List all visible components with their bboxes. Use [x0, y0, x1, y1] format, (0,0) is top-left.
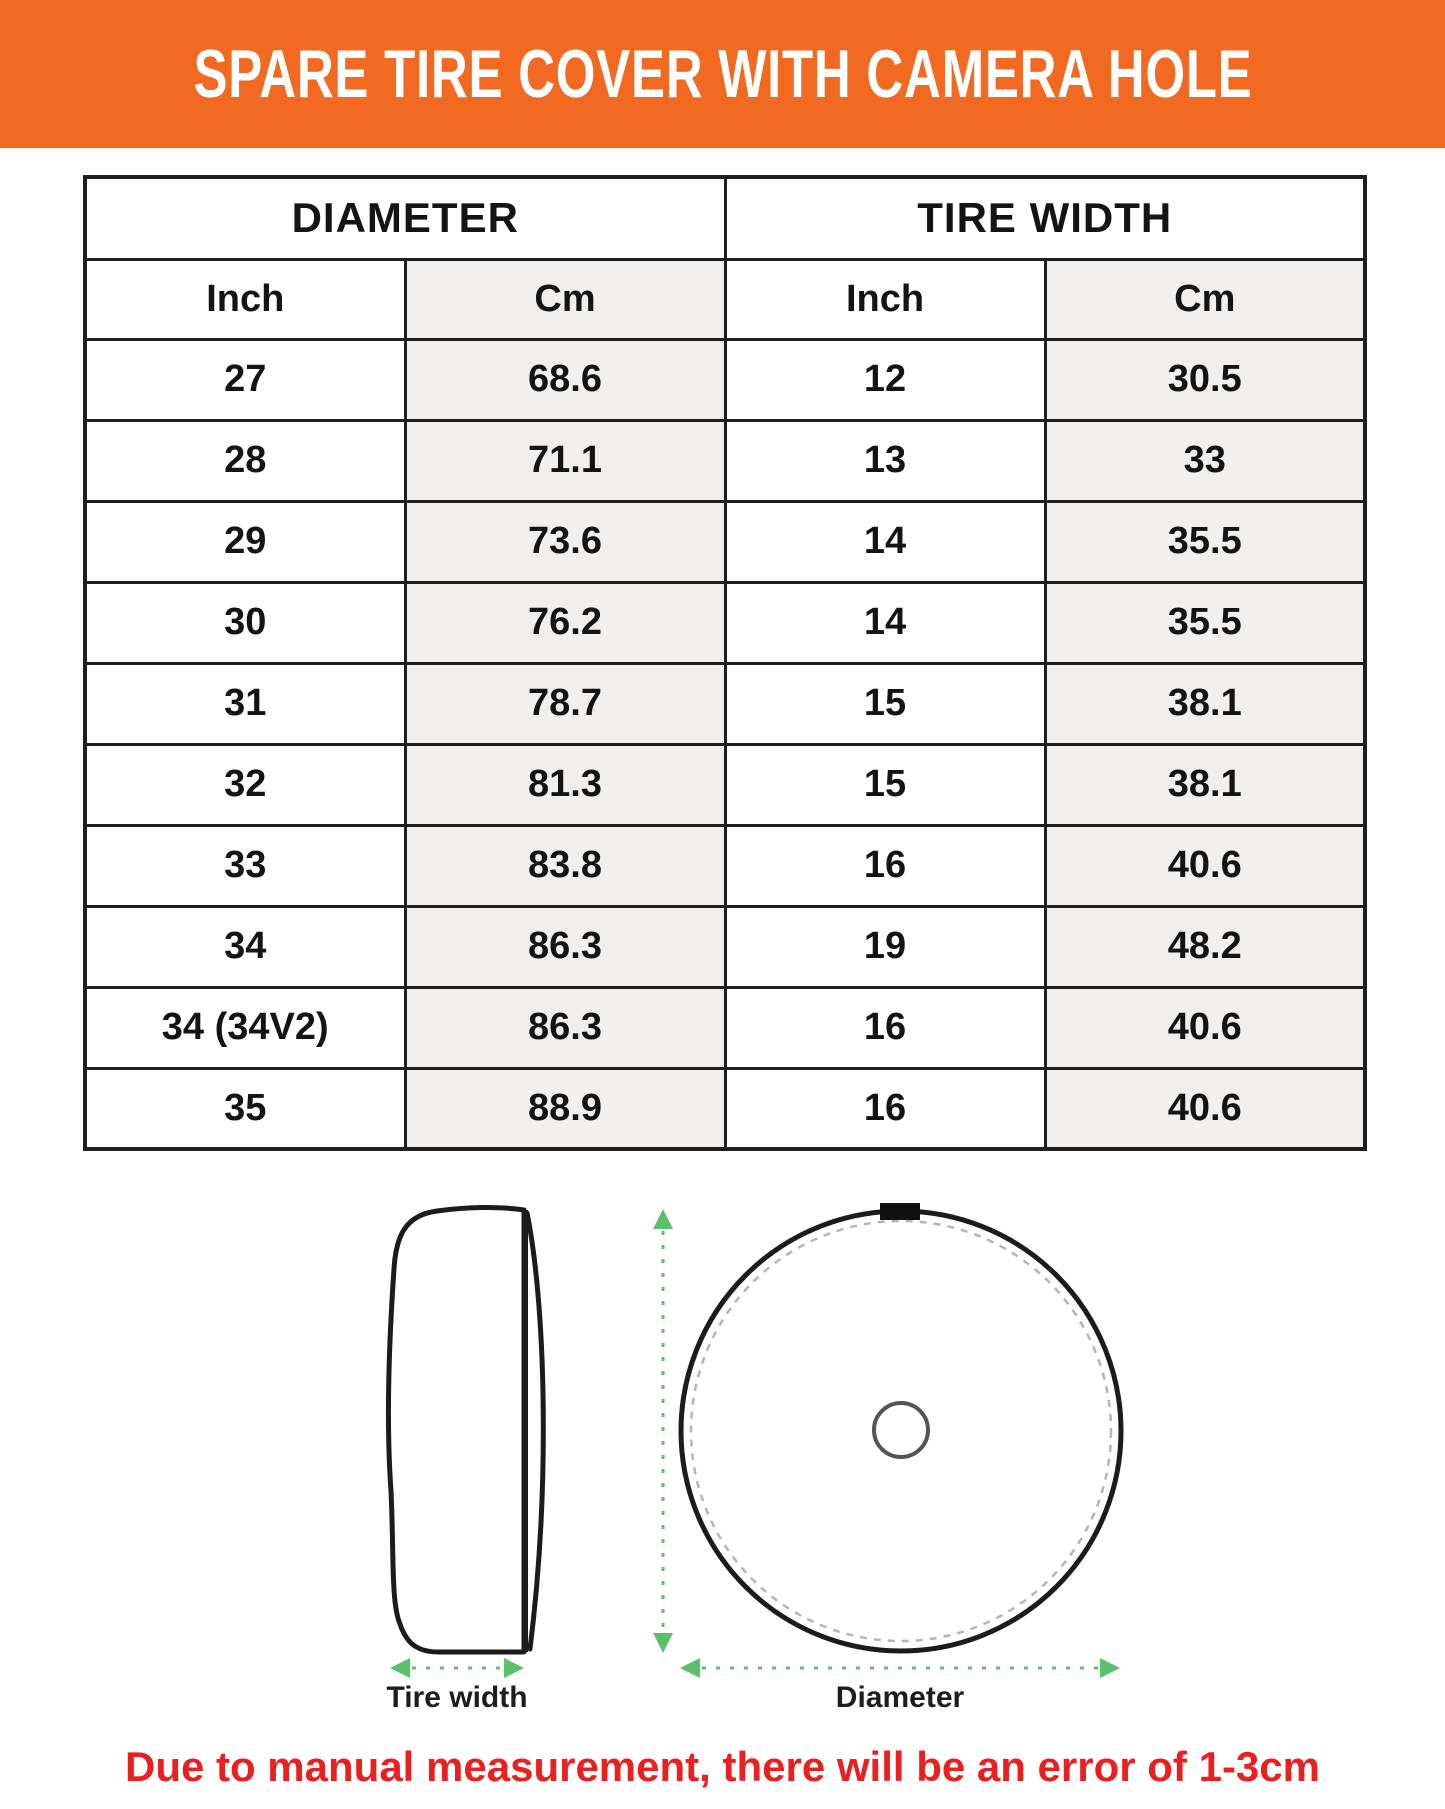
- table-cell: 78.7: [405, 663, 725, 744]
- table-cell: 15: [725, 663, 1045, 744]
- table-cell: 76.2: [405, 582, 725, 663]
- table-cell: 15: [725, 744, 1045, 825]
- table-row: [85, 987, 1365, 1068]
- subheader-width-cm: Cm: [1045, 259, 1365, 339]
- table-cell: 14: [725, 582, 1045, 663]
- table-cell: 88.9: [405, 1068, 725, 1149]
- table-cell: 14: [725, 501, 1045, 582]
- table-cell: 16: [725, 987, 1045, 1068]
- table-cell: 35.5: [1045, 501, 1365, 582]
- diameter-horizontal-arrow: [680, 1658, 1120, 1678]
- tire-width-label: Tire width: [386, 1681, 528, 1714]
- table-cell: 68.6: [405, 339, 725, 420]
- diameter-label: Diameter: [835, 1681, 965, 1714]
- table-cell: 86.3: [405, 906, 725, 987]
- table-cell: 34: [85, 906, 405, 987]
- table-cell: 27: [85, 339, 405, 420]
- table-cell: 48.2: [1045, 906, 1365, 987]
- table-cell: 16: [725, 1068, 1045, 1149]
- table-cell: 12: [725, 339, 1045, 420]
- tire-width-arrow: [390, 1658, 524, 1678]
- subheader-diameter-inch: Inch: [85, 259, 405, 339]
- table-cell: 34 (34V2): [85, 987, 405, 1068]
- table-row: [85, 663, 1365, 744]
- tire-side-view: [388, 1207, 543, 1652]
- measurement-disclaimer: Due to manual measurement, there will be an error of 1-3cm: [124, 1743, 1320, 1790]
- table-cell: 31: [85, 663, 405, 744]
- page-title: SPARE TIRE COVER WITH CAMERA HOLE: [193, 36, 1252, 112]
- table-row: [85, 582, 1365, 663]
- table-cell: 19: [725, 906, 1045, 987]
- camera-hole: [874, 1403, 928, 1457]
- table-cell: 30: [85, 582, 405, 663]
- column-group-row: [85, 177, 1365, 259]
- table-cell: 35.5: [1045, 582, 1365, 663]
- table-cell: 38.1: [1045, 744, 1365, 825]
- title-banner: [0, 0, 1445, 148]
- table-row: [85, 420, 1365, 501]
- table-cell: 73.6: [405, 501, 725, 582]
- table-cell: 13: [725, 420, 1045, 501]
- table-cell: 33: [1045, 420, 1365, 501]
- tire-front-view: [681, 1203, 1121, 1651]
- table-cell: 16: [725, 825, 1045, 906]
- table-cell: 40.6: [1045, 987, 1365, 1068]
- column-group-diameter: DIAMETER: [85, 177, 725, 259]
- table-cell: 83.8: [405, 825, 725, 906]
- table-cell: 35: [85, 1068, 405, 1149]
- table-row: [85, 339, 1365, 420]
- subheader-width-inch: Inch: [725, 259, 1045, 339]
- table-row: [85, 501, 1365, 582]
- table-cell: 40.6: [1045, 1068, 1365, 1149]
- size-chart-table: [83, 175, 1367, 1151]
- table-cell: 40.6: [1045, 825, 1365, 906]
- tire-measurement-diagram: [0, 1151, 1445, 1731]
- top-marker: [880, 1203, 920, 1220]
- table-cell: 38.1: [1045, 663, 1365, 744]
- subheader-diameter-cm: Cm: [405, 259, 725, 339]
- table-row: [85, 906, 1365, 987]
- table-row: [85, 1068, 1365, 1149]
- table-cell: 28: [85, 420, 405, 501]
- table-cell: 33: [85, 825, 405, 906]
- table-cell: 29: [85, 501, 405, 582]
- table-cell: 86.3: [405, 987, 725, 1068]
- column-group-tire-width: TIRE WIDTH: [725, 177, 1365, 259]
- table-cell: 71.1: [405, 420, 725, 501]
- diameter-vertical-arrow: [653, 1209, 673, 1653]
- table-cell: 30.5: [1045, 339, 1365, 420]
- table-row: [85, 744, 1365, 825]
- table-cell: 32: [85, 744, 405, 825]
- table-cell: 81.3: [405, 744, 725, 825]
- subheader-row: [85, 259, 1365, 339]
- table-row: [85, 825, 1365, 906]
